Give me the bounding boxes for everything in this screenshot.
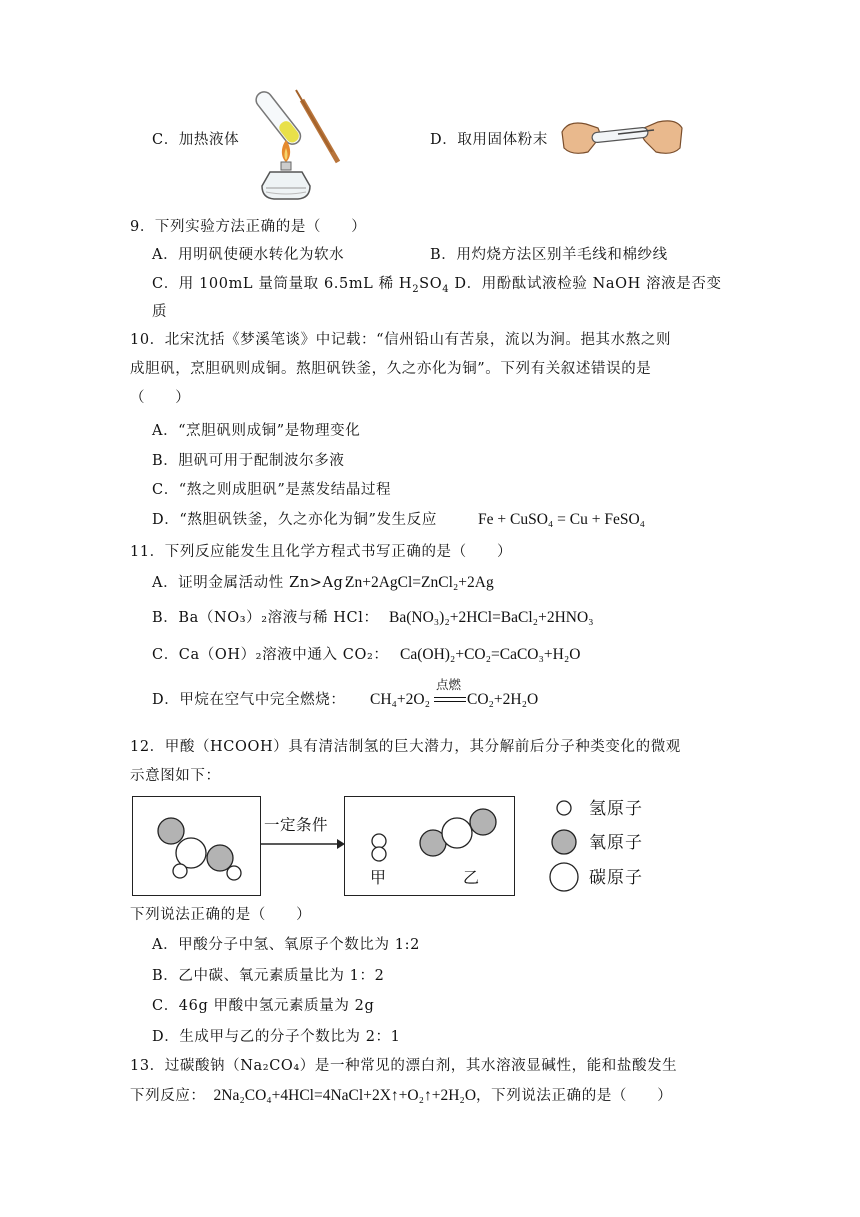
q12-option-a: A．甲酸分子中氢、氧原子个数比为 1:2 <box>152 937 420 953</box>
q12-option-b: B．乙中碳、氧元素质量比为 1：2 <box>152 968 385 984</box>
atom-legend-icons <box>545 795 585 895</box>
q9-option-c: C．用 100mL 量筒量取 6.5mL 稀 $H_2SO_4$ D．用酚酞试液检验 NaOH 溶液是否变 <box>152 276 722 295</box>
legend-hydrogen: 氢原子 <box>589 799 643 819</box>
q8-option-d: D．取用固体粉末 <box>430 132 548 148</box>
q9-option-d-continued: 质 <box>152 304 168 320</box>
q10-option-b: B．胆矾可用于配制波尔多液 <box>152 453 345 469</box>
heating-liquid-illustration <box>250 78 360 206</box>
q10-stem-line2: 成胆矾，烹胆矾则成铜。熬胆矾铁釜，久之亦化为铜”。下列有关叙述错误的是 <box>130 361 652 377</box>
q11-option-c: C．Ca（OH）₂溶液中通入 CO₂： <box>152 647 389 663</box>
q12-option-d: D．生成甲与乙的分子个数比为 2：1 <box>152 1029 401 1045</box>
q12-option-c: C．46g 甲酸中氢元素质量为 2g <box>152 998 375 1014</box>
legend-oxygen: 氧原子 <box>589 833 643 853</box>
q11-option-a-equation: Zn+2AgCl=ZnCl₂+2Ag <box>345 574 494 591</box>
q10-option-c: C．“熬之则成胆矾”是蒸发结晶过程 <box>152 482 392 498</box>
legend-carbon: 碳原子 <box>589 868 643 888</box>
q10-stem-line1: 10．北宋沈括《梦溪笔谈》中记载：“信州铅山有苦泉，流以为涧。挹其水熬之则 <box>130 332 672 348</box>
q9-stem: 9．下列实验方法正确的是（ ） <box>130 219 367 235</box>
q13-stem-line1: 13．过碳酸钠（Na₂CO₄）是一种常见的漂白剂，其水溶液显碱性，能和盐酸发生 <box>130 1058 678 1074</box>
q11-option-d: D．甲烷在空气中完全燃烧： <box>152 692 346 708</box>
product-yi-label: 乙 <box>463 868 480 887</box>
q11-option-d-condition: 点燃 <box>436 677 462 692</box>
q9-option-b: B．用灼烧方法区别羊毛线和棉纱线 <box>430 247 668 263</box>
q12-stem-line1: 12．甲酸（HCOOH）具有清洁制氢的巨大潜力，其分解前后分子种类变化的微观 <box>130 739 681 755</box>
q11-option-c-equation: Ca(OH)₂+CO₂=CaCO₃+H₂O <box>400 646 581 663</box>
product-jia-label: 甲 <box>370 868 387 887</box>
q9-option-d: D．用酚酞试液检验 NaOH 溶液是否变 <box>449 276 722 292</box>
q11-option-b: B．Ba（NO₃）₂溶液与稀 HCl： <box>152 610 379 626</box>
q11-option-b-equation: Ba(NO₃)₂+2HCl=BaCl₂+2HNO₃ <box>389 609 594 626</box>
q11-option-a: A．证明金属活动性 Zn>Ag： <box>152 575 359 591</box>
q8-option-c: C．加热液体 <box>152 132 240 148</box>
q13-stem-line2: 下列反应： 2Na₂CO₄+4HCl=4NaCl+2X↑+O₂↑+2H₂O，下列说法正确的是（ ） <box>130 1087 673 1104</box>
q12-question: 下列说法正确的是（ ） <box>130 907 312 923</box>
reaction-arrow <box>259 838 347 850</box>
q10-option-a: A．“烹胆矾则成铜”是物理变化 <box>152 423 361 439</box>
q11-option-d-equation-left: CH₄+2O₂ <box>370 691 431 708</box>
formic-acid-molecule <box>133 797 260 895</box>
q11-option-d-equals-sign <box>434 697 466 702</box>
q10-stem-line3: （ ） <box>130 390 191 406</box>
q10-option-d: D．“熬胆矾铁釜，久之亦化为铜”发生反应 <box>152 512 437 528</box>
q9-option-a: A．用明矾使硬水转化为软水 <box>152 247 345 263</box>
q10-option-d-equation: Fe + CuSO₄ = Cu + FeSO₄ <box>478 511 646 528</box>
reaction-condition-label: 一定条件 <box>264 816 329 834</box>
q13-stem-tail: ，下列说法正确的是（ ） <box>476 1088 673 1104</box>
powder-taking-illustration <box>558 112 686 160</box>
q11-stem: 11．下列反应能发生且化学方程式书写正确的是（ ） <box>130 544 513 560</box>
q11-option-d-equation-right: CO₂+2H₂O <box>467 691 539 708</box>
q12-stem-line2: 示意图如下： <box>130 768 221 784</box>
q13-equation: 2Na₂CO₄+4HCl=4NaCl+2X↑+O₂↑+2H₂O <box>213 1087 477 1104</box>
